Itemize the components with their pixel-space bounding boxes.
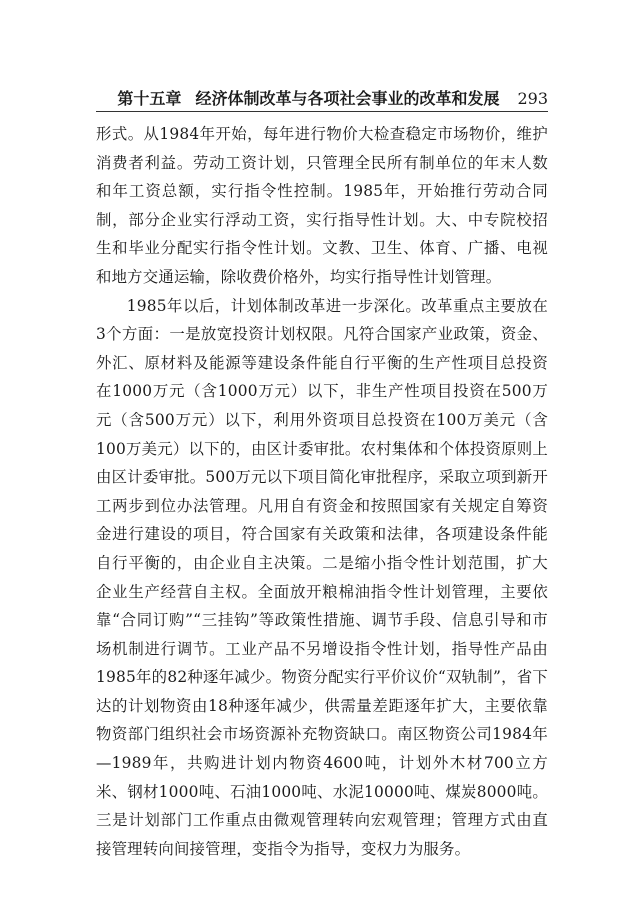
header-divider	[96, 111, 548, 112]
header-title: 经济体制改革与各项社会事业的改革和发展	[195, 89, 500, 108]
page-number: 293	[517, 89, 548, 108]
header-chapter: 第十五章	[117, 89, 182, 108]
running-header	[96, 84, 548, 110]
body-text	[96, 120, 548, 863]
paragraph-continued: 形式。从1984年开始，每年进行物价大检查稳定市场物价，维护消费者利益。劳动工资计划，只管理全民所有制单位的年末人数和年工资总额，实行指令性控制。1985年，开始推行劳动合同制，部分企业实行浮动工资，实行指导性计划。大、中专院校招生和毕业分配实行指令性计划。文教、卫生、体育、广播、电视和地方交通运输，除收费价格外，均实行指导性计划管理。	[96, 125, 548, 286]
paragraph-planning-reform: 1985年以后，计划体制改革进一步深化。改革重点主要放在3个方面：一是放宽投资计划权限。凡符合国家产业政策，资金、外汇、原材料及能源等建设条件能自行平衡的生产性项目总投资在1000万元（含1000万元）以下，非生产性项目投资在500万元（含500万元）以下，利用外资项目总投资在100万美元（含100万美元）以下的，由区计委审批。农村集体和个体投资原则上由区计委审批。500万元以下项目简化审批程序，采取立项到新开工两步到位办法管理。凡用自有资金和按照国家有关规定自筹资金进行建设的项目，符合国家有关政策和法律，各项建设条件能自行平衡的，由企业自主决策。二是缩小指令性计划范围，扩大企业生产经营自主权。全面放开粮棉油指令性计划管理，主要依靠“合同订购”“三挂钩”等政策性措施、调节手段、信息引导和市场机制进行调节。工业产品不另增设指令性计划，指导性产品由1985年的82种逐年减少。物资分配实行平价议价“双轨制”，省下达的计划物资由18种逐年减少，供需量差距逐年扩大，主要依靠物资部门组织社会市场资源补充物资缺口。南区物资公司1984年—1989年，共购进计划内物资4600吨，计划外木材700立方米、钢材1000吨、石油1000吨、水泥10000吨、煤炭8000吨。三是计划部门工作重点由微观管理转向宏观管理；管理方式由直接管理转向间接管理，变指令为指导，变权力为服务。	[96, 296, 548, 858]
